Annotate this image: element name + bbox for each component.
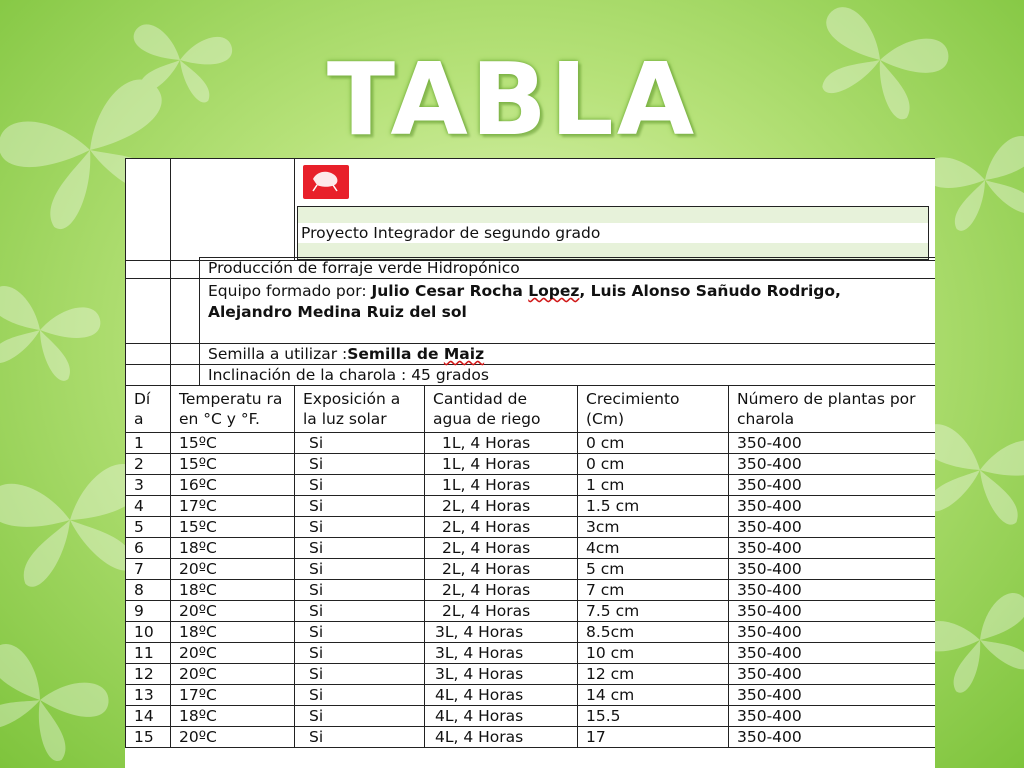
cell-plants: 350-400	[729, 559, 936, 580]
table-row	[126, 580, 936, 601]
cell-exposure: Si	[295, 496, 425, 517]
cell-growth: 10 cm	[578, 643, 729, 664]
cell-exposure: Si	[295, 517, 425, 538]
cell-exposure: Si	[295, 538, 425, 559]
table-row	[126, 559, 936, 580]
col-header-day: Dí a	[126, 386, 171, 433]
col-header-growth: Crecimiento (Cm)	[578, 386, 729, 433]
cell-exposure: Si	[295, 727, 425, 748]
team-prefix: Equipo formado por:	[208, 282, 372, 300]
cell-water: 2L, 4 Horas	[425, 496, 578, 517]
cell-growth: 1.5 cm	[578, 496, 729, 517]
cell-exposure: Si	[295, 580, 425, 601]
cell-day: 9	[126, 601, 171, 622]
col-header-temp: Temperatu ra en °C y °F.	[171, 386, 295, 433]
cell-day: 10	[126, 622, 171, 643]
cell-plants: 350-400	[729, 643, 936, 664]
cell-water: 4L, 4 Horas	[425, 706, 578, 727]
cell-growth: 5 cm	[578, 559, 729, 580]
cell-plants: 350-400	[729, 433, 936, 454]
cell-plants: 350-400	[729, 475, 936, 496]
cell-temp: 17ºC	[171, 685, 295, 706]
header-block-row	[126, 159, 936, 261]
table-row	[126, 475, 936, 496]
seed-row	[126, 344, 936, 365]
cell-temp: 18ºC	[171, 706, 295, 727]
cell-water: 4L, 4 Horas	[425, 685, 578, 706]
table-row	[126, 727, 936, 748]
cell-temp: 20ºC	[171, 643, 295, 664]
cell-growth: 1 cm	[578, 475, 729, 496]
project-label-box	[297, 206, 929, 260]
cell-day: 2	[126, 454, 171, 475]
cell-temp: 18ºC	[171, 622, 295, 643]
team-names-a: Julio Cesar Rocha	[371, 282, 529, 300]
cell-water: 2L, 4 Horas	[425, 559, 578, 580]
team-names-c: , Luis Alonso Sañudo Rodrigo, Alejandro Medina Ruiz del sol	[208, 282, 841, 321]
tilt-row	[126, 365, 936, 386]
cell-day: 3	[126, 475, 171, 496]
cell-plants: 350-400	[729, 580, 936, 601]
cell-growth: 12 cm	[578, 664, 729, 685]
cell-exposure: Si	[295, 601, 425, 622]
cell-plants: 350-400	[729, 622, 936, 643]
cell-exposure: Si	[295, 622, 425, 643]
cell-water: 2L, 4 Horas	[425, 538, 578, 559]
team-names-b: Lopez	[528, 282, 580, 300]
cell-exposure: Si	[295, 643, 425, 664]
tilt-text: Inclinación de la charola : 45 grados	[208, 366, 489, 384]
cell-exposure: Si	[295, 454, 425, 475]
cell-plants: 350-400	[729, 454, 936, 475]
cell-exposure: Si	[295, 559, 425, 580]
cell-growth: 8.5cm	[578, 622, 729, 643]
col-header-plants: Número de plantas por charola	[729, 386, 936, 433]
slide-title: TABLA	[326, 41, 698, 158]
column-header-row	[126, 386, 936, 433]
cell-water: 4L, 4 Horas	[425, 727, 578, 748]
cell-water: 3L, 4 Horas	[425, 643, 578, 664]
cell-water: 1L, 4 Horas	[425, 454, 578, 475]
cell-exposure: Si	[295, 664, 425, 685]
document-page	[125, 158, 935, 768]
table-row	[126, 643, 936, 664]
cell-temp: 20ºC	[171, 727, 295, 748]
table-row	[126, 685, 936, 706]
cell-plants: 350-400	[729, 706, 936, 727]
cell-exposure: Si	[295, 706, 425, 727]
cell-temp: 20ºC	[171, 601, 295, 622]
cell-temp: 15ºC	[171, 517, 295, 538]
table-row	[126, 433, 936, 454]
cell-plants: 350-400	[729, 685, 936, 706]
data-table	[125, 158, 935, 261]
cell-day: 15	[126, 727, 171, 748]
cell-day: 6	[126, 538, 171, 559]
cell-day: 8	[126, 580, 171, 601]
cell-water: 3L, 4 Horas	[425, 622, 578, 643]
cell-temp: 15ºC	[171, 454, 295, 475]
cell-temp: 17ºC	[171, 496, 295, 517]
logo-icon	[303, 165, 349, 199]
cell-exposure: Si	[295, 475, 425, 496]
cell-growth: 0 cm	[578, 454, 729, 475]
cell-day: 14	[126, 706, 171, 727]
cell-plants: 350-400	[729, 727, 936, 748]
cell-temp: 20ºC	[171, 559, 295, 580]
cell-water: 1L, 4 Horas	[425, 433, 578, 454]
cell-plants: 350-400	[729, 538, 936, 559]
table-row	[126, 706, 936, 727]
cell-temp: 20ºC	[171, 664, 295, 685]
table-row	[126, 664, 936, 685]
table-row	[126, 601, 936, 622]
cell-plants: 350-400	[729, 664, 936, 685]
cell-water: 3L, 4 Horas	[425, 664, 578, 685]
table-row	[126, 454, 936, 475]
production-text: Producción de forraje verde Hidropónico	[208, 259, 520, 277]
cell-day: 13	[126, 685, 171, 706]
cell-temp: 18ºC	[171, 580, 295, 601]
cell-growth: 3cm	[578, 517, 729, 538]
cell-plants: 350-400	[729, 517, 936, 538]
cell-day: 1	[126, 433, 171, 454]
cell-water: 2L, 4 Horas	[425, 517, 578, 538]
seed-prefix: Semilla a utilizar :	[208, 345, 348, 363]
col-header-water: Cantidad de agua de riego	[425, 386, 578, 433]
cell-exposure: Si	[295, 685, 425, 706]
cell-growth: 15.5	[578, 706, 729, 727]
cell-exposure: Si	[295, 433, 425, 454]
cell-temp: 18ºC	[171, 538, 295, 559]
seed-value-b: Maiz	[443, 345, 485, 363]
cell-growth: 7.5 cm	[578, 601, 729, 622]
seed-value-a: Semilla de	[347, 345, 444, 363]
cell-temp: 16ºC	[171, 475, 295, 496]
table-row	[126, 517, 936, 538]
cell-plants: 350-400	[729, 496, 936, 517]
cell-day: 11	[126, 643, 171, 664]
cell-water: 2L, 4 Horas	[425, 601, 578, 622]
cell-growth: 4cm	[578, 538, 729, 559]
cell-day: 12	[126, 664, 171, 685]
team-row	[126, 279, 936, 344]
table-row	[126, 496, 936, 517]
cell-growth: 14 cm	[578, 685, 729, 706]
cell-day: 4	[126, 496, 171, 517]
project-label: Proyecto Integrador de segundo grado	[301, 224, 601, 242]
col-header-exposure: Exposición a la luz solar	[295, 386, 425, 433]
table-row	[126, 622, 936, 643]
cell-temp: 15ºC	[171, 433, 295, 454]
table-row	[126, 538, 936, 559]
cell-growth: 17	[578, 727, 729, 748]
cell-growth: 7 cm	[578, 580, 729, 601]
cell-day: 7	[126, 559, 171, 580]
cell-water: 1L, 4 Horas	[425, 475, 578, 496]
production-row	[126, 258, 936, 279]
cell-plants: 350-400	[729, 601, 936, 622]
cell-day: 5	[126, 517, 171, 538]
cell-growth: 0 cm	[578, 433, 729, 454]
cell-water: 2L, 4 Horas	[425, 580, 578, 601]
